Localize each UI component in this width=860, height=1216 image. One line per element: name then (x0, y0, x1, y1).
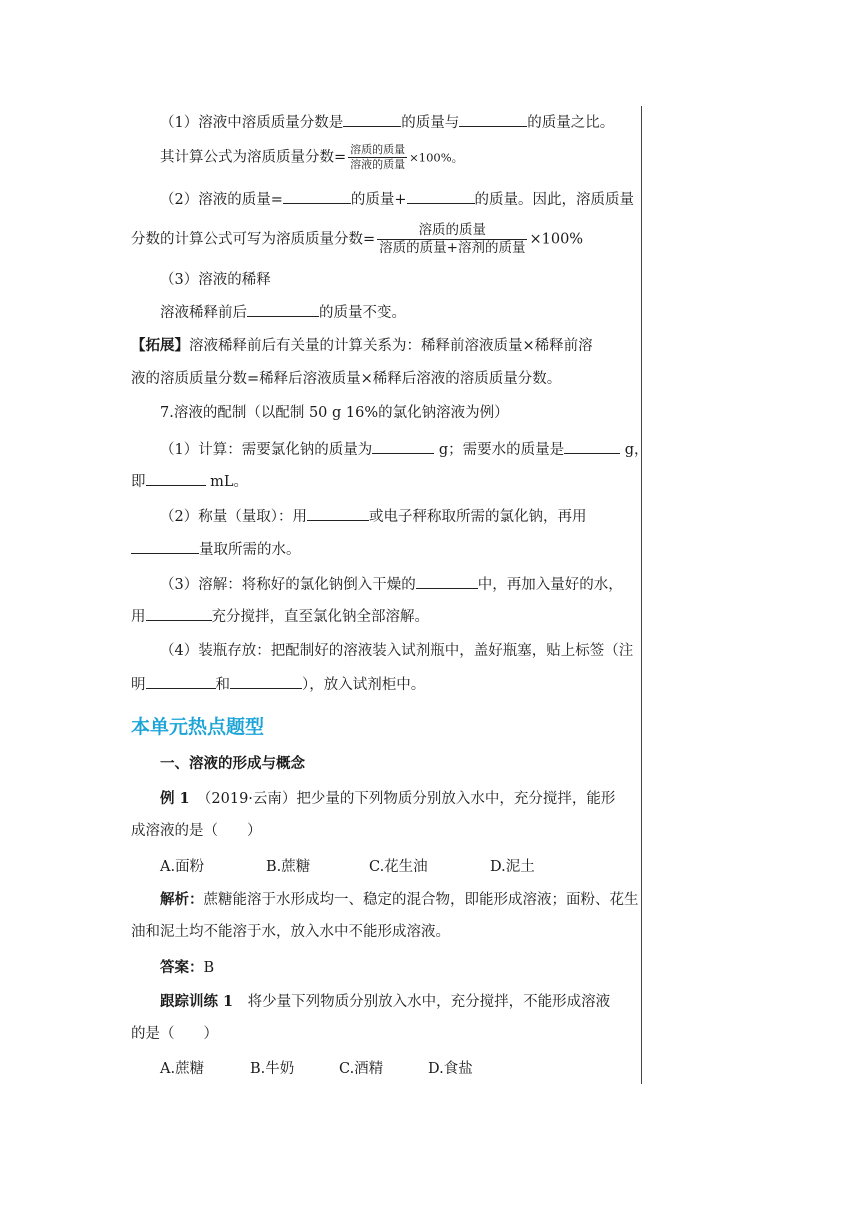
text: 用 (131, 609, 146, 625)
margin-rule (641, 106, 642, 1084)
option-b: B.牛奶 (250, 1061, 295, 1077)
text: 的质量之比。 (527, 115, 615, 131)
text: 将少量下列物质分别放入水中，充分搅拌，不能形成溶液 (247, 994, 611, 1010)
line-weigh-2 (131, 539, 636, 560)
fraction (377, 222, 527, 257)
blank-7 (564, 439, 620, 454)
blank-9 (307, 506, 369, 521)
text: （2019·云南）把少量的下列物质分别放入水中，充分搅拌，能形 (204, 791, 616, 807)
text: 和 (215, 677, 230, 693)
text: 其计算公式为溶质质量分数= (160, 149, 347, 166)
answer-value: B (203, 960, 215, 976)
option-a: A.面粉 (160, 859, 205, 875)
answer (160, 958, 636, 978)
blank-6 (372, 439, 434, 454)
blank-8 (146, 471, 206, 486)
training-label: 跟踪训练 1 (160, 993, 234, 1010)
option-b: B.蔗糖 (266, 859, 311, 875)
option-c: C.花生油 (369, 859, 428, 875)
blank-12 (146, 606, 212, 621)
line-solution-mass (160, 189, 636, 210)
text: ×100%。 (409, 150, 464, 165)
denominator: 溶质的质量+溶剂的质量 (379, 240, 526, 256)
text: 的质量不变。 (319, 305, 406, 321)
training-1 (160, 992, 636, 1012)
line-dilution (160, 302, 636, 323)
text: mL。 (210, 474, 248, 490)
line-calc (160, 439, 649, 460)
text: ×100% (529, 231, 584, 248)
line-dissolve (160, 574, 636, 595)
example-1 (160, 789, 636, 809)
line-preparation-title: 7.溶液的配制（以配制 50 g 16%的氯化钠溶液为例） (160, 405, 509, 421)
text: ），放入试剂柜中。 (302, 677, 426, 693)
blank-14 (230, 674, 302, 689)
text: 溶液稀释前后 (160, 305, 247, 321)
line-formula-2 (131, 222, 636, 257)
text: （3）溶解：将称好的氯化钠倒入干燥的 (160, 577, 416, 593)
text: （2）溶液的质量= (160, 192, 283, 208)
blank-5 (247, 302, 319, 317)
text: 充分搅拌，直至氯化钠全部溶解。 (211, 609, 429, 625)
example-label: 例 1 (160, 790, 190, 807)
text: 即 (131, 474, 146, 490)
analysis-cont: 油和泥土均不能溶于水，放入水中不能形成溶液。 (131, 924, 450, 940)
text: 溶液稀释前后有关量的计算关系为：稀释前溶液质量×稀释前溶 (189, 338, 593, 354)
training-1-options (160, 1059, 636, 1079)
text: （2）称量（量取）：用 (160, 509, 307, 525)
example-1-options (160, 857, 636, 877)
text: （1）计算：需要氯化钠的质量为 (160, 442, 373, 458)
line-dilution-title: （3）溶液的稀释 (160, 272, 271, 288)
text: 蔗糖能溶于水形成均一、稳定的混合物，即能形成溶液；面粉、花生 (203, 892, 639, 908)
denominator: 溶液的质量 (350, 158, 406, 171)
line-mass-fraction-def (160, 112, 636, 133)
answer-label: 答案： (160, 959, 204, 976)
fraction (348, 143, 407, 172)
option-c: C.酒精 (339, 1061, 384, 1077)
subsection-title: 一、溶液的形成与概念 (160, 755, 305, 772)
line-formula-1 (160, 143, 636, 172)
text: 明 (131, 677, 146, 693)
analysis (160, 890, 639, 910)
blank-2 (459, 112, 527, 127)
text: （1）溶液中溶质质量分数是 (160, 115, 344, 131)
line-dissolve-2 (131, 606, 636, 627)
numerator: 溶质的质量 (377, 222, 527, 240)
extension-label: 【拓展】 (131, 337, 189, 354)
blank-10 (131, 539, 199, 554)
example-1-cont: 成溶液的是（ ） (131, 823, 262, 839)
analysis-label: 解析： (160, 891, 204, 908)
section-title: 本单元热点题型 (131, 716, 265, 738)
text: 量取所需的水。 (199, 542, 301, 558)
blank-11 (416, 574, 478, 589)
option-a: A.蔗糖 (160, 1061, 205, 1077)
text: g， (624, 442, 649, 458)
line-extension (131, 336, 636, 356)
blank-1 (343, 112, 401, 127)
option-d: D.泥土 (490, 859, 535, 875)
line-storage: （4）装瓶存放：把配制好的溶液装入试剂瓶中，盖好瓶塞，贴上标签（注 (160, 643, 634, 659)
line-storage-2 (131, 674, 636, 695)
text: g；需要水的质量是 (438, 442, 565, 458)
blank-13 (146, 674, 216, 689)
text: 或电子秤称取所需的氯化钠，再用 (368, 509, 587, 525)
option-d: D.食盐 (428, 1061, 473, 1077)
text: 分数的计算公式可写为溶质质量分数= (131, 231, 376, 248)
text: 的质量与 (401, 115, 460, 131)
text: 的质量。因此，溶质质量 (474, 192, 635, 208)
line-extension-2: 液的溶质质量分数=稀释后溶液质量×稀释后溶液的溶质质量分数。 (131, 371, 562, 387)
blank-4 (407, 189, 475, 204)
text: 的质量+ (350, 192, 407, 208)
training-1-cont: 的是（ ） (131, 1026, 218, 1042)
line-weigh (160, 506, 636, 527)
line-calc-2 (131, 471, 636, 492)
blank-3 (283, 189, 351, 204)
numerator: 溶质的质量 (350, 143, 406, 156)
text: 中，再加入量好的水， (477, 577, 623, 593)
